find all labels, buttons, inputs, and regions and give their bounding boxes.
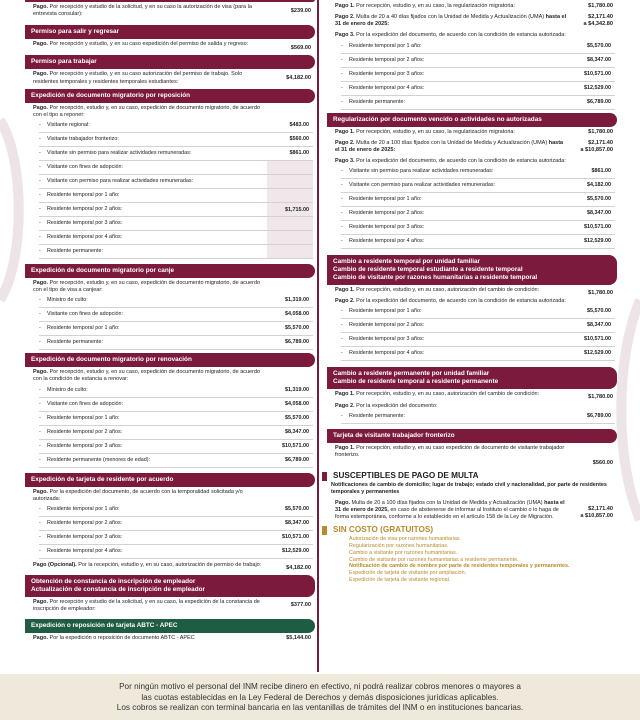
pay-text: Por recepción, estudio y, en su caso expedición de documento de visitante trabajador fronterizo. — [335, 444, 565, 458]
row-label: Visitante con permiso para realizar actividades remuneradas: — [349, 182, 496, 189]
pay-text: Por recepción y estudio de la solicitud, y en su caso la autorización de visa (para la entrevista consular): — [33, 4, 252, 18]
section-header-reposicion: Expedición de documento migratorio por reposición — [25, 89, 315, 103]
table-row — [341, 193, 615, 207]
row-value: $10,571.00 — [282, 442, 309, 449]
pay-label: Pago 2. — [335, 402, 355, 409]
table-row — [39, 245, 313, 259]
row-label: Residente temporal por 2 años: — [349, 56, 425, 63]
group-amount: $1,715.00 — [285, 206, 309, 213]
pay-text: Por recepción y estudio, y en su caso expedición del permiso de salida y regreso: — [49, 41, 249, 48]
canje-rows — [25, 294, 315, 350]
section-header-canje: Expedición de documento migratorio por canje — [25, 264, 315, 278]
footer-line: Los cobros se realizan con terminal bancaria en las ventanillas de trámites del INM o en instituciones bancarias. — [116, 703, 524, 713]
visa-fee — [33, 4, 315, 18]
pay-label: Pago 1. — [335, 3, 355, 9]
canje-intro — [33, 280, 315, 294]
row-value: $8,347.00 — [587, 322, 611, 329]
row-label: Ministro de culto: — [47, 297, 88, 304]
list-item: Autorización de visa por razones humanitarias. — [349, 536, 462, 543]
pay-label: Pago 3. — [335, 157, 355, 164]
list-item: Expedición de tarjeta de visitante por ampliación. — [349, 570, 467, 577]
table-row — [39, 133, 313, 147]
fronterizo-fee — [335, 445, 617, 467]
row-label: Residente permanente (menores de edad): — [47, 456, 151, 463]
table-row — [39, 440, 313, 454]
pay-text: Por la expedición o reposición de documento ABTC - APEC — [49, 635, 195, 642]
pay-text: Por la expedición del documento, de acuerdo con la temporalidad solicitada y/o autorizada: — [33, 488, 243, 502]
pay-label: Pago. — [33, 598, 48, 605]
pay-text: Por recepción, estudio y, en su caso, expedición de documento migratorio, de acuerdo con el tipo a reponer: — [33, 104, 261, 118]
amount: $239.00 — [290, 8, 311, 14]
amount — [580, 506, 613, 520]
row-label: Residente temporal por 3 años: — [47, 533, 123, 540]
renovacion-rows — [25, 384, 315, 468]
row-value: $8,347.00 — [285, 519, 309, 526]
row-label: Residente temporal por 4 años: — [349, 238, 425, 245]
row-label: Residente permanente: — [349, 98, 406, 105]
reposicion-rows — [25, 119, 315, 161]
reg2-rows — [327, 165, 617, 249]
table-row — [341, 319, 615, 333]
table-row — [39, 322, 313, 336]
cambio2-pago1 — [335, 391, 617, 401]
reg1-pago2 — [335, 14, 617, 28]
table-row — [39, 412, 313, 426]
row-label: Visitante sin permiso para realizar actividades remuneradas: — [349, 168, 494, 175]
pay-text: Por recepción y estudio, y en su caso autorización del permiso de trabajo. Solo residentes temporales y residentes temporales estudiantes: — [33, 71, 243, 85]
pay-text: Por la expedición del documento, de acuerdo con la condición de estancia autorizada: — [356, 32, 566, 39]
row-value: $6,789.00 — [285, 456, 309, 463]
table-row — [341, 96, 615, 110]
reposicion-intro — [33, 105, 315, 119]
row-value: $10,571.00 — [584, 336, 611, 343]
pay-label: Pago 2. — [335, 298, 355, 305]
pay-label: Pago. — [335, 500, 350, 506]
row-label: Residente temporal por 1 año: — [47, 191, 120, 198]
table-row — [341, 235, 615, 249]
row-value: $12,529.00 — [584, 238, 611, 245]
row-value: $8,347.00 — [587, 210, 611, 217]
row-label: Residente temporal por 2 años: — [349, 210, 425, 217]
row-label: Visitante con fines de adopción: — [47, 400, 124, 407]
multa-subtitle: Notificaciones de cambio de domicilio; lugar de trabajo; estado civil y nacionalidad, por parte de residentes temporales y permanentes — [331, 481, 607, 495]
row-label: Visitante con permiso para realizar actividades remuneradas: — [47, 177, 194, 184]
row-label: Residente temporal por 1 año: — [349, 308, 422, 315]
reg1-pago1 — [335, 3, 617, 10]
table-row — [39, 426, 313, 440]
table-row — [341, 347, 615, 361]
amount: $4,182.00 — [286, 564, 311, 571]
row-label: Residente temporal por 3 años: — [47, 219, 123, 226]
table-row — [341, 221, 615, 235]
pay-date: hasta el 31 de enero de 2025: — [335, 139, 564, 153]
acuerdo-optional — [33, 562, 315, 569]
table-row — [341, 410, 615, 424]
row-value: $8,347.00 — [285, 428, 309, 435]
table-row — [39, 531, 313, 545]
row-label: Residente permanente: — [47, 247, 104, 254]
header-line: Cambio de visitante por razones humanitarias a residente temporal — [333, 274, 538, 282]
pay-label: Pago. — [33, 4, 48, 10]
row-label: Residente permanente: — [47, 339, 104, 346]
column-divider — [317, 0, 319, 672]
reg1-rows — [327, 40, 617, 110]
list-item: Cambio de visitante por razones humanitarias a residente permanente. — [349, 556, 519, 563]
amount: $560.00 — [592, 459, 613, 466]
table-row — [39, 231, 313, 245]
left-column — [25, 0, 315, 642]
cambio1-pago2 — [335, 298, 617, 305]
row-label: Visitante sin permiso para realizar actividades remuneradas: — [47, 149, 192, 156]
row-value: $560.00 — [289, 135, 309, 142]
right-column — [327, 0, 617, 584]
reposicion-group — [39, 161, 313, 259]
header-line: Cambio de residente temporal estudiante a residente temporal — [333, 266, 523, 274]
row-label: Residente temporal por 3 años: — [349, 224, 425, 231]
table-row — [39, 503, 313, 517]
amount: $569.00 — [290, 45, 311, 52]
pay-text: Por recepción, estudio y, en su caso, expedición de documento migratorio, de acuerdo con el tipo de visa a canjear: — [33, 279, 261, 294]
pay-label: Pago (Opcional). — [33, 561, 77, 568]
pay-label: Pago 2. — [335, 14, 355, 21]
amount: $377.00 — [290, 601, 311, 608]
table-row — [341, 305, 615, 319]
pay-text: Multa de 20 a 40 días fijados con la Unidad de Medida y Actualización (UMA) — [356, 14, 545, 21]
row-value: $861.00 — [591, 168, 611, 175]
pay-label: Pago 3. — [335, 32, 355, 39]
section-header-acuerdo: Expedición de tarjeta de residente por acuerdo — [25, 473, 315, 487]
cropped-header — [25, 0, 315, 2]
row-value: $4,058.00 — [285, 311, 309, 318]
table-row — [39, 398, 313, 412]
row-label: Residente temporal por 3 años: — [349, 70, 425, 77]
pay-label: Pago. — [33, 369, 48, 376]
amount-min: $2,171.40 — [588, 506, 613, 512]
row-value: $4,058.00 — [285, 400, 309, 407]
salir-fee — [33, 41, 315, 52]
row-value: $483.00 — [289, 121, 309, 128]
row-value: $8,347.00 — [587, 56, 611, 63]
pay-label: Pago. — [33, 635, 48, 642]
table-row — [39, 189, 313, 203]
list-item: Expedición de tarjeta de visitante regional. — [349, 576, 451, 583]
table-row — [39, 119, 313, 133]
list-item: Regularización por razones humanitarias. — [349, 543, 449, 550]
row-value: $10,571.00 — [584, 70, 611, 77]
table-row — [39, 517, 313, 531]
row-label: Visitante con fines de adopción: — [47, 163, 124, 170]
table-row — [39, 384, 313, 398]
amount — [583, 14, 613, 28]
cambio1-rows — [327, 305, 617, 361]
amount-max: a $4,342.80 — [583, 21, 613, 28]
pay-label: Pago 1. — [335, 444, 355, 451]
table-row — [341, 82, 615, 96]
multa-fee — [335, 500, 617, 521]
pay-text: Por la expedición del documento: — [356, 402, 438, 409]
row-label: Residente temporal por 1 año: — [47, 505, 120, 512]
pay-text: Por recepción, estudio y, en su caso, autorización del cambio de condición: — [356, 391, 540, 398]
header-line: Actualización de constancia de inscripción de empleador — [31, 585, 206, 593]
table-row — [39, 147, 313, 161]
section-header-trabajar: Permiso para trabajar — [25, 55, 315, 69]
footer-line: las cuotas establecidas en la Ley Federal de Derechos y demás disposiciones jurídicas aplicables. — [141, 692, 499, 702]
footer-line: Por ningún motivo el personal del INM recibe dinero en efectivo, ni podrá realizar cobros menores o mayores a — [119, 682, 521, 691]
pay-text: Por la recepción, estudio y, en su caso, autorización de permiso de trabajo: — [78, 561, 262, 568]
row-value: $5,570.00 — [587, 196, 611, 203]
row-value: $10,571.00 — [584, 224, 611, 231]
row-label: Residente temporal por 1 año: — [349, 196, 422, 203]
row-value: $5,570.00 — [587, 42, 611, 49]
pay-text: Por recepción, estudio y, en su caso, autorización del cambio de condición: — [356, 287, 540, 294]
row-value: $4,182.00 — [587, 182, 611, 189]
row-value: $1,319.00 — [285, 386, 309, 393]
header-line: Cambio a residente temporal por unidad familiar — [333, 258, 481, 266]
section-header-reg2: Regularización por documento vencido o actividades no autorizadas — [327, 113, 617, 127]
row-label: Residente permanente: — [349, 412, 406, 419]
amount: $4,182.00 — [286, 75, 311, 82]
row-value: $861.00 — [289, 149, 309, 156]
table-row — [39, 217, 313, 231]
table-row — [341, 165, 615, 179]
pay-label: Pago. — [33, 488, 48, 495]
row-label: Visitante trabajador fronterizo: — [47, 135, 119, 142]
section-header-cambio2 — [327, 367, 617, 389]
pay-text: en caso de abstenerse de informar al Instituto el cambio o lo haga de forma extemporánea, conforme a lo establecido en el artículo 158 de la Ley de Migración. — [335, 507, 559, 521]
amount: $1,780.00 — [588, 3, 613, 9]
amount-max: a $10,857.00 — [580, 146, 613, 153]
table-row — [341, 333, 615, 347]
row-label: Residente temporal por 2 años: — [47, 519, 123, 526]
row-label: Residente temporal por 2 años: — [47, 428, 123, 435]
row-label: Residente temporal por 4 años: — [47, 547, 123, 554]
row-label: Residente temporal por 1 año: — [47, 325, 120, 332]
row-label: Visitante con fines de adopción: — [47, 311, 124, 318]
row-label: Residente temporal por 2 años: — [349, 322, 425, 329]
pay-label: Pago. — [33, 71, 48, 78]
acuerdo-intro — [33, 489, 315, 503]
amount: $1,780.00 — [588, 128, 613, 135]
reg2-pago2 — [335, 140, 617, 154]
pay-text: Por la expedición del documento, de acuerdo con la condición de estancia autorizada: — [356, 157, 566, 164]
pay-text: Por la expedición del documento, de acuerdo con la condición de estancia autorizada: — [356, 298, 566, 305]
row-label: Residente temporal por 4 años: — [349, 84, 425, 91]
section-title-gratuitos: SIN COSTO (GRATUITOS) — [327, 525, 617, 534]
pay-label: Pago 2. — [335, 139, 355, 146]
gratuitos-list — [327, 536, 617, 583]
row-label: Ministro de culto: — [47, 386, 88, 393]
amount-min: $2,171.40 — [588, 139, 613, 146]
row-value: $5,570.00 — [285, 414, 309, 421]
table-row — [341, 68, 615, 82]
amount — [580, 140, 613, 154]
row-label: Residente temporal por 1 año: — [47, 414, 120, 421]
pay-text: Por recepción, estudio y, en su caso, la regularización migratoria: — [356, 3, 515, 9]
table-row — [39, 454, 313, 468]
row-value: $10,571.00 — [282, 533, 309, 540]
trabajar-fee — [33, 71, 315, 85]
reg1-pago3 — [335, 32, 617, 39]
pay-text: Por recepción, estudio y, en su caso, expedición de documento migratorio, de acuerdo con la condición de estancia a renovar: — [33, 369, 261, 383]
section-header-salir: Permiso para salir y regresar — [25, 25, 315, 39]
table-row — [341, 179, 615, 193]
reg2-pago3 — [335, 158, 617, 165]
row-value: $5,570.00 — [285, 325, 309, 332]
footer-notice — [0, 674, 640, 720]
renovacion-intro — [33, 369, 315, 383]
constancia-fee — [33, 599, 315, 613]
section-header-fronterizo: Tarjeta de visitante trabajador fronterizo — [327, 429, 617, 443]
table-row — [39, 161, 313, 175]
section-header-abtc: Expedición o reposición de tarjeta ABTC - APEC — [25, 619, 315, 633]
pay-label: Pago 1. — [335, 128, 355, 135]
row-label: Visitante regional: — [47, 121, 90, 128]
abtc-fee — [33, 635, 315, 642]
amount-min: $2,171.40 — [588, 14, 613, 21]
pay-label: Pago. — [33, 279, 48, 286]
row-label: Residente temporal por 1 año: — [349, 42, 422, 49]
header-line: Cambio a residente permanente por unidad familiar — [333, 370, 490, 378]
list-item: Notificación de cambio de nombre por parte de residentes temporales y permanentes. — [349, 563, 570, 570]
table-row — [39, 203, 313, 217]
pay-text: Por recepción y estudio de la solicitud, y en su caso, la expedición de la constancia de inscripción de empleador: — [33, 598, 260, 613]
pay-label: Pago. — [33, 41, 48, 48]
pay-text: Por recepción, estudio y, en su caso, la regularización migratoria: — [356, 128, 515, 135]
pay-text: Multa de 20 a 100 días fijados con la Unidad de Medida y Actualización (UMA) — [351, 500, 543, 506]
row-label: Residente temporal por 4 años: — [349, 350, 425, 357]
table-row — [39, 308, 313, 322]
row-value: $6,789.00 — [587, 98, 611, 105]
amount: $1,780.00 — [588, 290, 613, 297]
pay-text: Multa de 20 a 100 días fijados con la Unidad de Medida y Actualización (UMA) — [356, 139, 548, 146]
header-line: Obtención de constancia de inscripción de empleador — [31, 577, 196, 585]
pay-label: Pago. — [33, 104, 48, 111]
pay-date: hasta el 31 de enero de 2025: — [335, 14, 567, 28]
section-title-multa: SUSCEPTIBLES DE PAGO DE MULTA — [327, 471, 617, 480]
cambio1-pago1 — [335, 287, 617, 297]
amount: $5,144.00 — [286, 635, 311, 642]
row-value: $5,570.00 — [285, 505, 309, 512]
table-row — [341, 207, 615, 221]
row-label: Residente temporal por 3 años: — [349, 336, 425, 343]
row-label: Residente temporal por 3 años: — [47, 442, 123, 449]
section-header-constancia — [25, 575, 315, 597]
row-value: $12,529.00 — [584, 84, 611, 91]
table-row — [39, 294, 313, 308]
row-value: $12,529.00 — [282, 547, 309, 554]
amount-max: a $10,857.00 — [580, 512, 613, 519]
list-item: Cambio a visitante por razones humanitarias. — [349, 549, 458, 556]
pay-date: hasta el 31 de enero de 2025, — [335, 500, 565, 514]
table-row — [341, 54, 615, 68]
amount: $1,780.00 — [588, 394, 613, 401]
row-label: Residente temporal por 4 años: — [47, 233, 123, 240]
row-value: $1,319.00 — [285, 297, 309, 304]
reg2-pago1 — [335, 129, 617, 136]
cambio2-pago2 — [335, 403, 617, 410]
table-row — [39, 336, 313, 350]
table-row — [39, 545, 313, 559]
acuerdo-rows — [25, 503, 315, 559]
section-header-renovacion: Expedición de documento migratorio por renovación — [25, 353, 315, 367]
cambio2-rows — [327, 410, 617, 424]
row-value: $6,789.00 — [587, 412, 611, 419]
section-header-cambio1 — [327, 255, 617, 285]
row-value: $5,570.00 — [587, 308, 611, 315]
table-row — [341, 40, 615, 54]
row-value: $6,789.00 — [285, 339, 309, 346]
pay-label: Pago 1. — [335, 287, 355, 294]
row-value: $12,529.00 — [584, 350, 611, 357]
table-row — [39, 175, 313, 189]
row-label: Residente temporal por 2 años: — [47, 205, 123, 212]
header-line: Cambio de residente temporal a residente permanente — [333, 378, 499, 386]
pay-label: Pago 1. — [335, 391, 355, 398]
